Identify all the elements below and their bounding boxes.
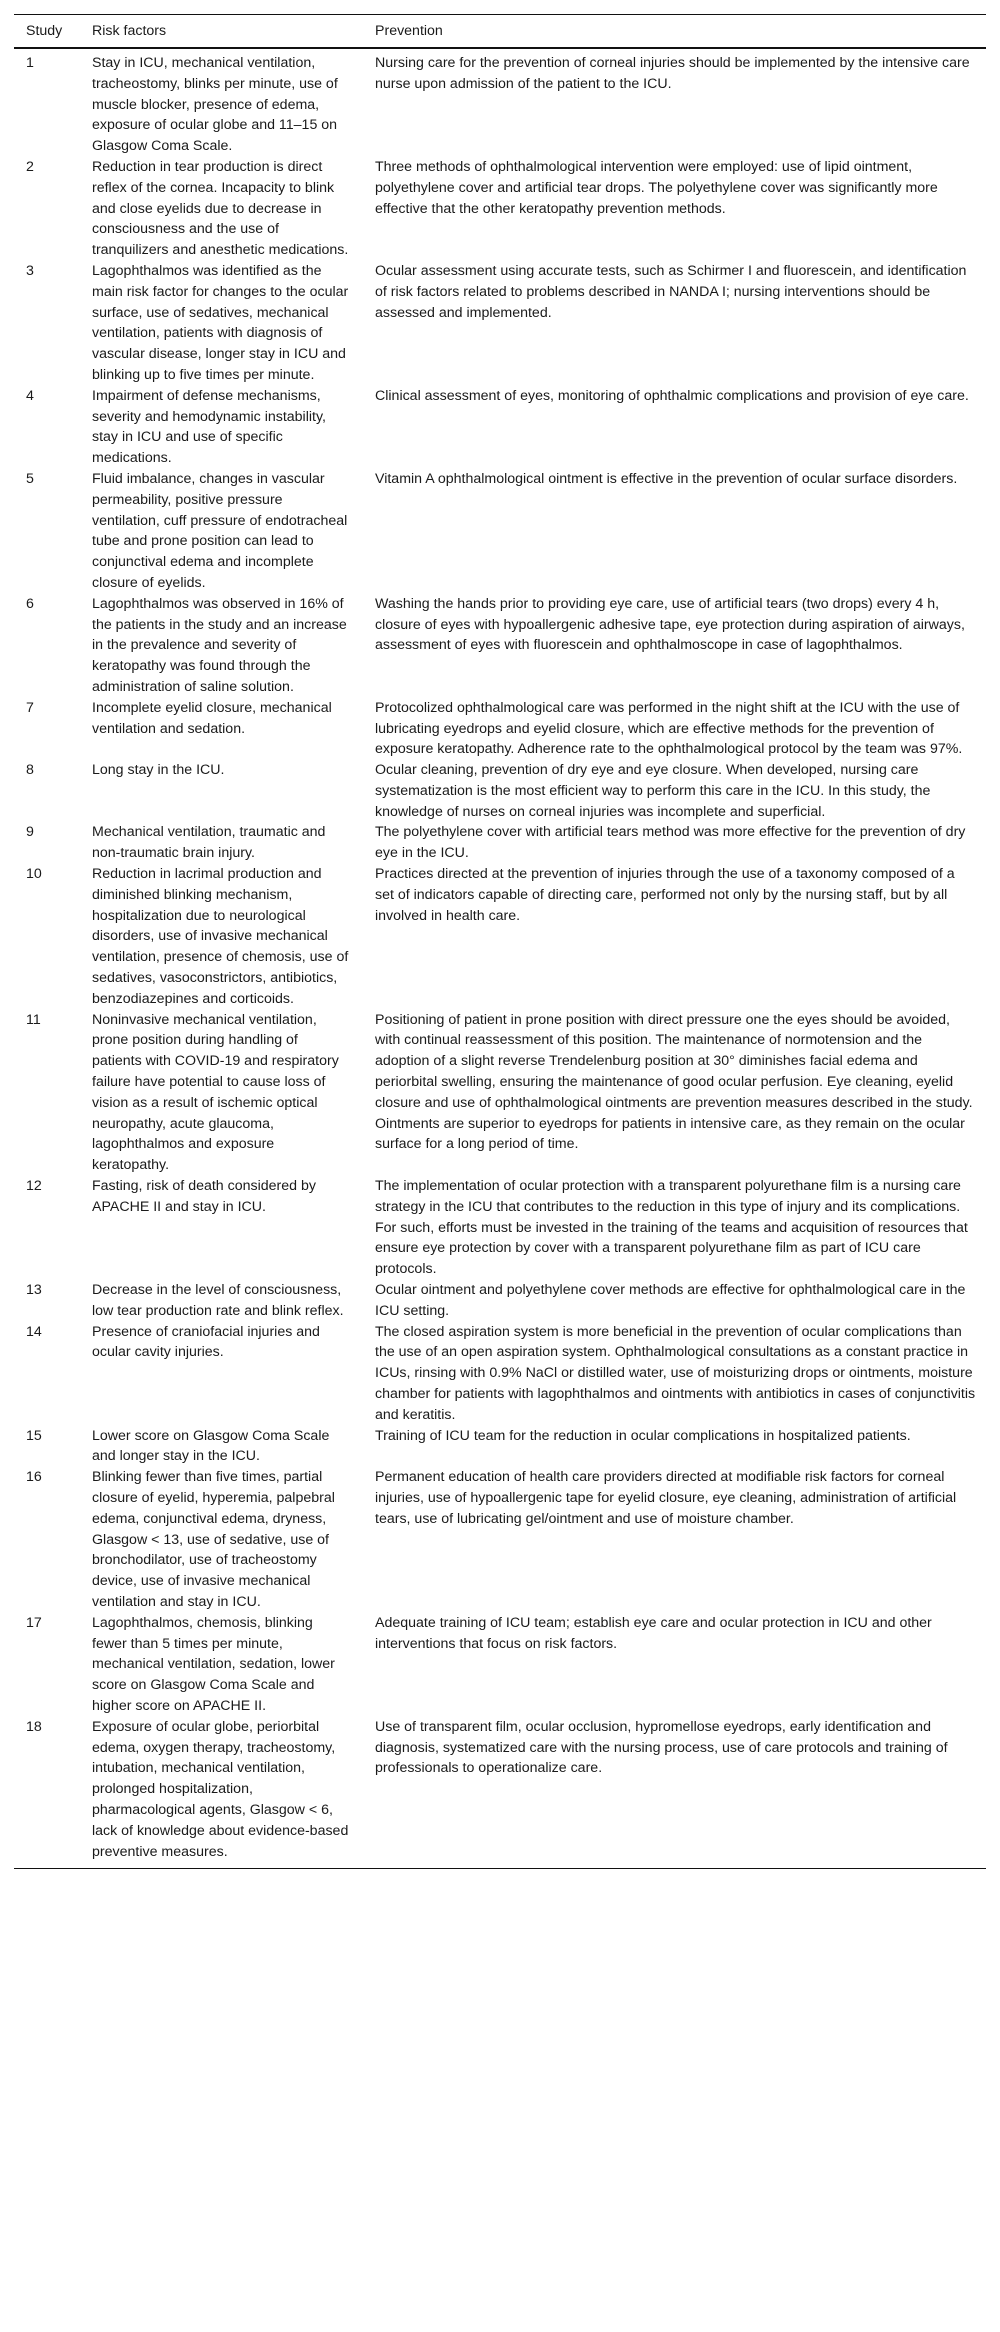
- prevention-cell: Vitamin A ophthalmological ointment is effective in the prevention of ocular surface disorders.: [375, 470, 958, 487]
- study-number: 17: [26, 1614, 42, 1631]
- study-number: 14: [26, 1323, 42, 1340]
- risk-factors-cell: Blinking fewer than five times, partial closure of eyelid, hyperemia, palpebral edema, conjunctival edema, dryness, Glasgow < 13, use of sedative, use of bronchodilator, use of tracheostomy device, use of invasive mechanical ventilation and stay in ICU.: [92, 1469, 335, 1610]
- study-number: 11: [26, 1011, 41, 1028]
- study-number: 13: [26, 1282, 42, 1299]
- table-row: [14, 864, 986, 1010]
- study-number: 4: [26, 387, 34, 404]
- prevention-cell: The implementation of ocular protection with a transparent polyurethane film is a nursing care strategy in the ICU that contributes to the reduction in this type of injury and its complications. For such, efforts must be invested in the training of the teams and acquisition of resources that ensure eye protection by cover with a transparent polyurethane film as part of ICU care protocols.: [375, 1178, 968, 1278]
- prevention-cell: Ocular assessment using accurate tests, such as Schirmer I and fluorescein, and identification of risk factors related to problems described in NANDA I; nursing interventions should be assessed and implemented.: [375, 262, 967, 321]
- table-row: [14, 1322, 986, 1426]
- table-row: [14, 469, 986, 594]
- table-row: [14, 48, 986, 157]
- study-number: 12: [26, 1178, 42, 1195]
- table-row: [14, 261, 986, 386]
- table-row: [14, 1176, 986, 1280]
- risk-factors-cell: Reduction in tear production is direct reflex of the cornea. Incapacity to blink and close eyelids due to decrease in consciousness and the use of tranquilizers and anesthetic medications.: [92, 158, 349, 259]
- prevention-cell: Clinical assessment of eyes, monitoring of ophthalmic complications and provision of eye care.: [375, 387, 969, 404]
- risk-factors-cell: Presence of craniofacial injuries and ocular cavity injuries.: [92, 1323, 320, 1361]
- prevention-cell: Practices directed at the prevention of injuries through the use of a taxonomy composed of a set of indicators capable of directing care, performed not only by the nursing staff, but by all involved in health care.: [375, 866, 955, 924]
- risk-factors-cell: Mechanical ventilation, traumatic and non-traumatic brain injury.: [92, 824, 326, 862]
- risk-factors-prevention-table: [14, 14, 986, 1869]
- risk-factors-cell: Incomplete eyelid closure, mechanical ventilation and sedation.: [92, 699, 332, 737]
- table-row: [14, 1467, 986, 1613]
- table-row: [14, 1280, 986, 1322]
- study-number: 9: [26, 824, 34, 841]
- risk-factors-cell: Lagophthalmos was observed in 16% of the patients in the study and an increase in the prevalence and severity of keratopathy was found through the administration of saline solution.: [92, 595, 347, 695]
- study-number: 16: [26, 1469, 42, 1486]
- risk-factors-cell: Stay in ICU, mechanical ventilation, tracheostomy, blinks per minute, use of muscle blocker, presence of edema, exposure of ocular globe and 11–15 on Glasgow Coma Scale.: [92, 55, 338, 155]
- prevention-cell: Protocolized ophthalmological care was performed in the night shift at the ICU with the use of lubricating eyedrops and eyelid closure, which are effective methods for the prevention of exposure keratopathy. Adherence rate to the ophthalmological protocol by the team was 97%.: [375, 699, 963, 758]
- risk-factors-cell: Fluid imbalance, changes in vascular permeability, positive pressure ventilation, cuff pressure of endotracheal tube and prone position can lead to conjunctival edema and incomplete closure of eyelids.: [92, 470, 348, 591]
- study-number: 18: [26, 1718, 42, 1735]
- table-row: [14, 594, 986, 698]
- risk-factors-cell: Long stay in the ICU.: [92, 762, 225, 779]
- prevention-cell: Positioning of patient in prone position with direct pressure one the eyes should be avoided, with continual reassessment of this position. The maintenance of normotension and the adoption of a slight reverse Trendelenburg position at 30° diminishes facial edema and periorbital swelling, ensuring the maintenance of good ocular perfusion. Eye cleaning, eyelid closure and use of ophthalmological ointments are prevention measures described in the study. Ointments are superior to eyedrops for patients in intensive care, as they remain on the ocular surface for a long period of time.: [375, 1011, 973, 1153]
- prevention-cell: Permanent education of health care providers directed at modifiable risk factors for corneal injuries, use of hypoallergenic tape for eyelid closure, eye cleaning, administration of artificial tears, use of lubricating gel/ointment and use of moisture chamber.: [375, 1469, 957, 1527]
- header-row: [14, 15, 986, 49]
- risk-factors-cell: Fasting, risk of death considered by APACHE II and stay in ICU.: [92, 1178, 316, 1215]
- prevention-cell: Three methods of ophthalmological intervention were employed: use of lipid ointment, polyethylene cover and artificial tear drops. The polyethylene cover was significantly more effective that the other keratopathy prevention methods.: [375, 158, 938, 217]
- prevention-cell: Training of ICU team for the reduction in ocular complications in hospitalized patients.: [375, 1427, 911, 1444]
- study-number: 5: [26, 470, 34, 487]
- header-study: Study: [26, 23, 63, 39]
- risk-factors-cell: Lagophthalmos, chemosis, blinking fewer than 5 times per minute, mechanical ventilation, sedation, lower score on Glasgow Coma Scale and higher score on APACHE II.: [92, 1614, 335, 1714]
- prevention-cell: Nursing care for the prevention of corneal injuries should be implemented by the intensive care nurse upon admission of the patient to the ICU.: [375, 55, 970, 92]
- header-prevention: Prevention: [375, 23, 443, 39]
- risk-factors-cell: Reduction in lacrimal production and diminished blinking mechanism, hospitalization due to neurological disorders, use of invasive mechanical ventilation, presence of chemosis, use of sedatives, vasoconstrictors, antibiotics, benzodiazepines and corticoids.: [92, 866, 349, 1007]
- risk-factors-cell: Lower score on Glasgow Coma Scale and longer stay in the ICU.: [92, 1427, 330, 1465]
- risk-factors-cell: Noninvasive mechanical ventilation, prone position during handling of patients with COVID-19 and respiratory failure have potential to cause loss of vision as a result of ischemic optical neuropathy, acute glaucoma, lagophthalmos and exposure keratopathy.: [92, 1011, 339, 1174]
- table-row: [14, 822, 986, 864]
- study-number: 2: [26, 158, 34, 175]
- study-number: 7: [26, 699, 34, 716]
- risk-factors-cell: Lagophthalmos was identified as the main risk factor for changes to the ocular surface, use of sedatives, mechanical ventilation, patients with diagnosis of vascular disease, longer stay in ICU and blinking up to five times per minute.: [92, 262, 349, 383]
- table-row: [14, 1613, 986, 1717]
- table-row: [14, 1010, 986, 1176]
- table-row: [14, 1717, 986, 1869]
- risk-factors-cell: Impairment of defense mechanisms, severity and hemodynamic instability, stay in ICU and use of specific medications.: [92, 387, 326, 467]
- study-number: 3: [26, 262, 34, 279]
- table-header: [14, 15, 986, 49]
- prevention-cell: Adequate training of ICU team; establish eye care and ocular protection in ICU and other interventions that focus on risk factors.: [375, 1614, 932, 1652]
- prevention-cell: Ocular ointment and polyethylene cover methods are effective for ophthalmological care in the ICU setting.: [375, 1282, 966, 1319]
- table-row: [14, 760, 986, 822]
- table-row: [14, 1426, 986, 1468]
- prevention-cell: Ocular cleaning, prevention of dry eye and eye closure. When developed, nursing care systematization is the most efficient way to perform this care in the ICU. In this study, the knowledge of nurses on corneal injuries was incomplete and superficial.: [375, 762, 931, 820]
- table-row: [14, 386, 986, 469]
- study-number: 10: [26, 866, 42, 883]
- prevention-cell: The closed aspiration system is more beneficial in the prevention of ocular complications than the use of an open aspiration system. Ophthalmological consultations as a constant practice in ICUs, rinsing with 0.9% NaCl or distilled water, use of moisturizing drops or ointments, moisture chamber for patients with lagophthalmos and ointments with antibiotics in cases of conjunctivitis and keratitis.: [375, 1323, 976, 1423]
- risk-factors-cell: Decrease in the level of consciousness, low tear production rate and blink reflex.: [92, 1282, 344, 1319]
- risk-factors-cell: Exposure of ocular globe, periorbital edema, oxygen therapy, tracheostomy, intubation, mechanical ventilation, prolonged hospitalization, pharmacological agents, Glasgow < 6, lack of knowledge about evidence-based preventive measures.: [92, 1718, 349, 1860]
- header-risk-factors: Risk factors: [92, 23, 167, 39]
- study-number: 8: [26, 762, 34, 779]
- table-row: [14, 698, 986, 760]
- study-number: 1: [26, 55, 34, 71]
- prevention-cell: The polyethylene cover with artificial tears method was more effective for the prevention of dry eye in the ICU.: [375, 824, 966, 862]
- table-row: [14, 157, 986, 261]
- prevention-cell: Washing the hands prior to providing eye care, use of artificial tears (two drops) every 4 h, closure of eyes with hypoallergenic adhesive tape, eye protection during aspiration of airways, assessment of eyes with fluorescein and ophthalmoscope in case of lagophthalmos.: [375, 595, 965, 654]
- table-body: [14, 48, 986, 1869]
- prevention-cell: Use of transparent film, ocular occlusion, hypromellose eyedrops, early identification and diagnosis, systematized care with the nursing process, use of care protocols and training of professionals to operationalize care.: [375, 1718, 948, 1777]
- study-number: 15: [26, 1427, 42, 1444]
- studies-table-container: [14, 14, 986, 1869]
- study-number: 6: [26, 595, 34, 612]
